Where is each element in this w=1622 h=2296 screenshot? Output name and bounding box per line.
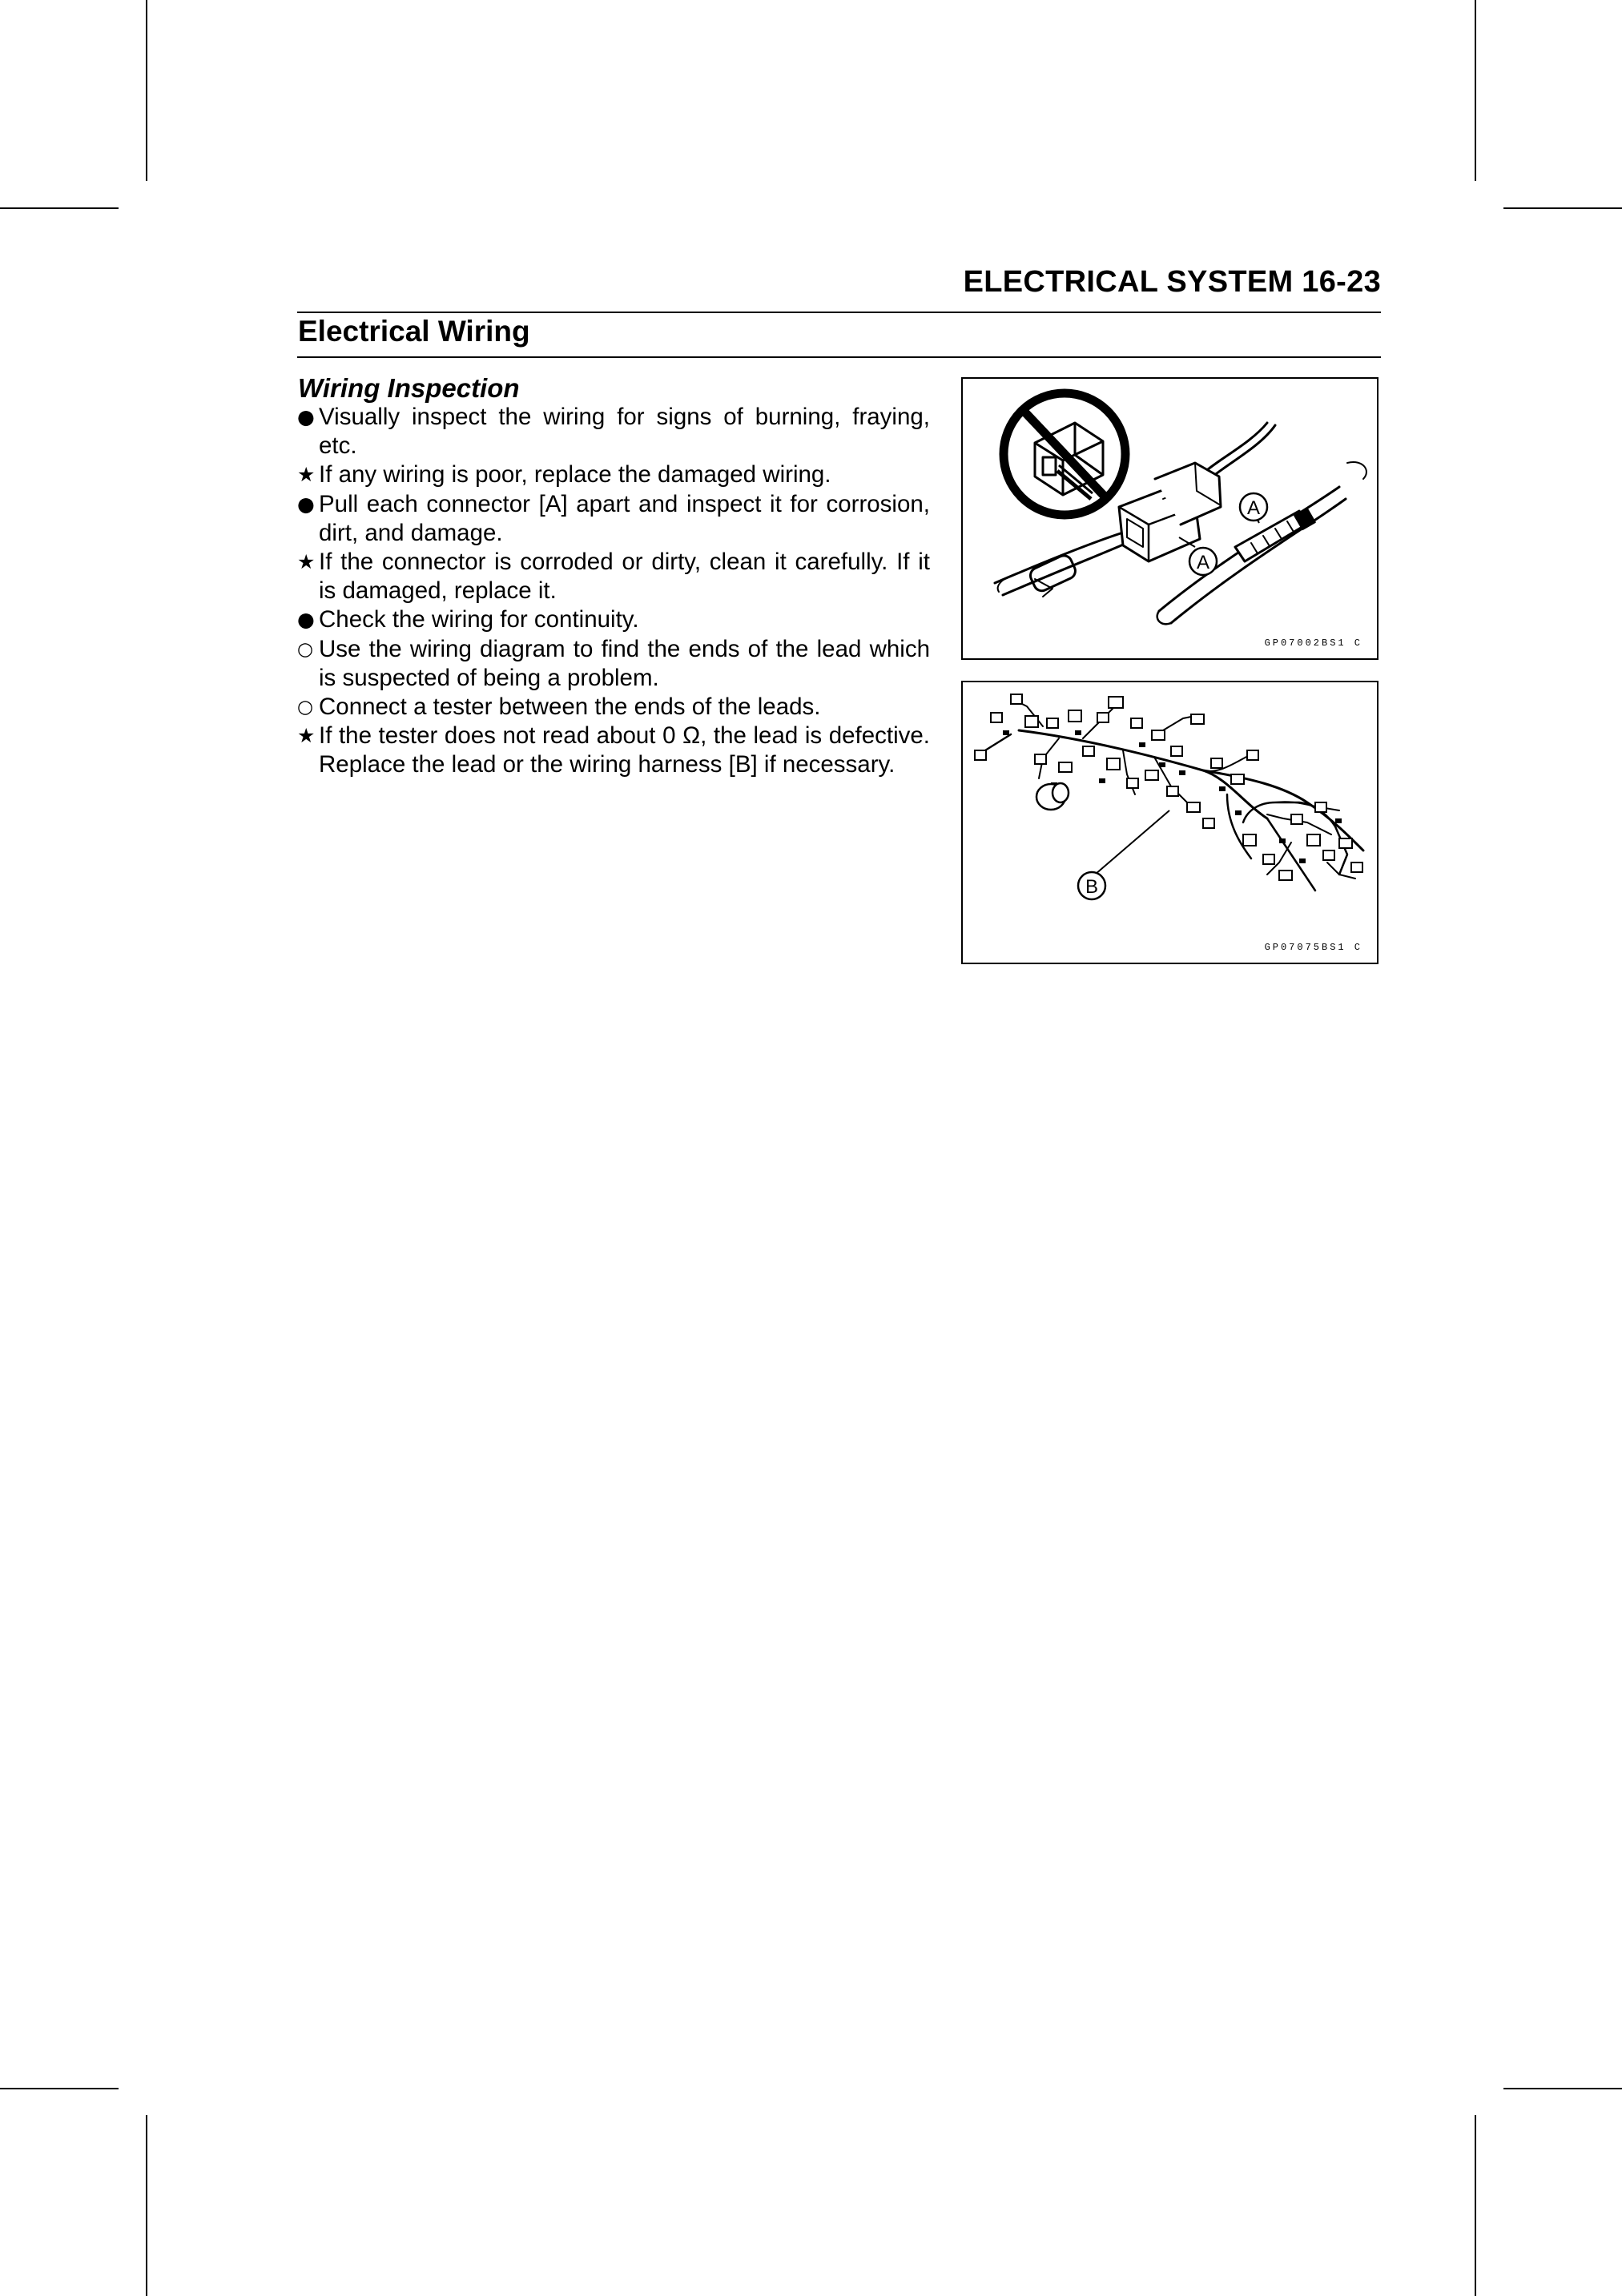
crop-mark	[1475, 2115, 1476, 2296]
item-text: If any wiring is poor, replace the damaged wiring.	[319, 461, 831, 489]
callout-a-upper	[1240, 493, 1267, 521]
item-text: Check the wiring for continuity.	[319, 606, 639, 633]
inspection-steps	[297, 403, 930, 780]
circle-icon: ○	[297, 638, 314, 660]
subsection-title: Wiring Inspection	[298, 373, 520, 403]
svg-text:A: A	[1196, 552, 1210, 573]
connector-illustration	[963, 379, 1377, 658]
procedure-item	[297, 605, 930, 634]
star-icon: ★	[297, 724, 316, 748]
harness-figure	[961, 681, 1378, 964]
prohibition-icon	[1004, 393, 1125, 515]
note-item	[297, 635, 930, 693]
connector-figure	[961, 377, 1378, 660]
crop-mark	[0, 207, 119, 209]
svg-text:A: A	[1246, 497, 1261, 519]
item-text: Connect a tester between the ends of the leads.	[319, 694, 821, 721]
harness-illustration	[963, 682, 1377, 963]
callout-a-lower	[1189, 548, 1217, 575]
svg-text:B: B	[1085, 876, 1099, 898]
condition-item	[297, 722, 930, 779]
circle-icon: ○	[297, 697, 314, 718]
figure-code: GP07002BS1 C	[1264, 637, 1362, 649]
figure-code: GP07075BS1 C	[1264, 942, 1362, 953]
item-text: If the connector is corroded or dirty, clean it carefully. If it is damaged, replace it.	[319, 549, 930, 605]
procedure-item	[297, 403, 930, 460]
crop-mark	[1475, 0, 1476, 181]
item-text: Use the wiring diagram to find the ends of the lead which is suspected of being a problem.	[319, 635, 930, 691]
bullet-icon: ●	[297, 492, 315, 516]
bullet-icon: ●	[297, 405, 315, 428]
crop-mark	[146, 0, 147, 181]
section-title: Electrical Wiring	[298, 315, 530, 348]
note-item	[297, 693, 930, 722]
page-header-title: ELECTRICAL SYSTEM 16-23	[963, 265, 1381, 299]
crop-mark	[1503, 2088, 1622, 2089]
crop-mark	[146, 2115, 147, 2296]
crop-mark	[0, 2088, 119, 2089]
section-rule	[297, 356, 1381, 358]
procedure-item	[297, 490, 930, 548]
item-text: If the tester does not read about 0 Ω, the lead is defective. Replace the lead or the wiring harness [B] if necessary.	[319, 722, 930, 778]
star-icon: ★	[297, 550, 316, 574]
star-icon: ★	[297, 463, 316, 487]
crop-mark	[1503, 207, 1622, 209]
header-rule	[297, 312, 1381, 313]
item-text: Visually inspect the wiring for signs of burning, fraying, etc.	[319, 404, 930, 460]
callout-b	[1078, 872, 1105, 899]
item-text: Pull each connector [A] apart and inspect it for corrosion, dirt, and damage.	[319, 490, 930, 546]
condition-item	[297, 548, 930, 605]
condition-item	[297, 460, 930, 489]
bullet-icon: ●	[297, 608, 315, 632]
